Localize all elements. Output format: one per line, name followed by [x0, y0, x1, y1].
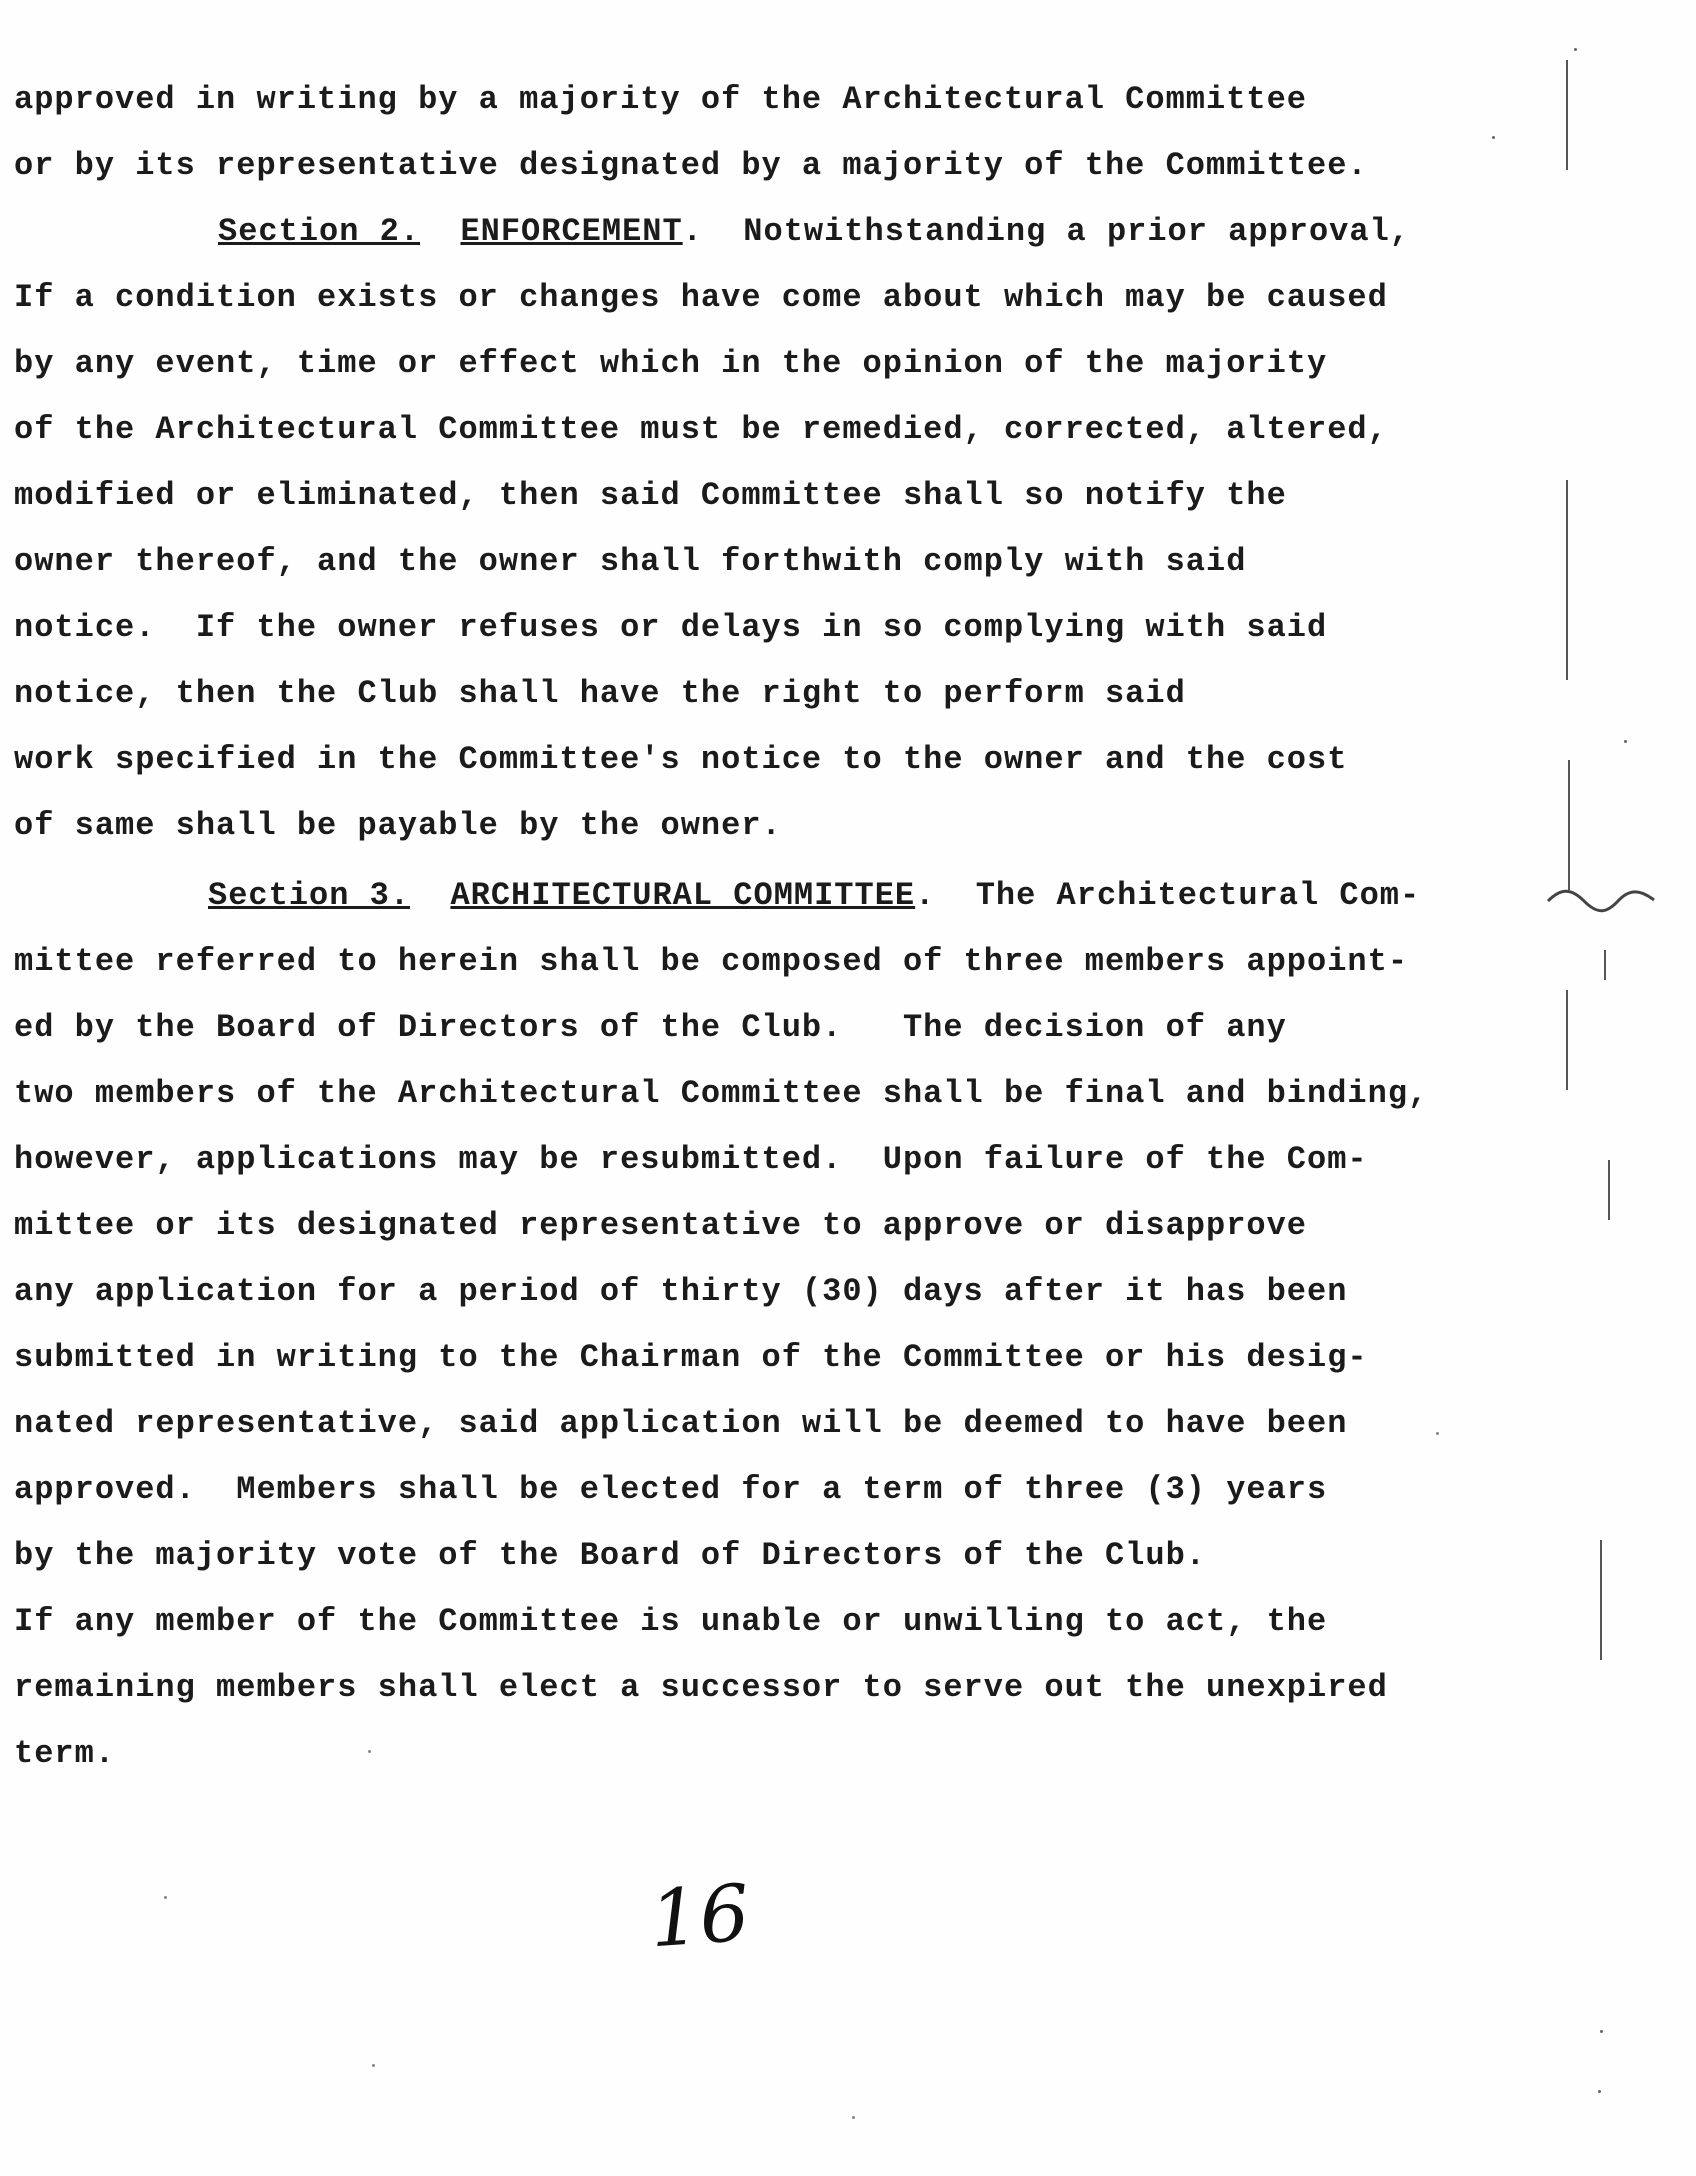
- margin-mark: [1568, 760, 1570, 890]
- text-line-24: term.: [14, 1735, 116, 1772]
- margin-mark: [1608, 1160, 1610, 1220]
- text-line-1: approved in writing by a majority of the Architectural Committee: [14, 81, 1307, 118]
- margin-mark: [1600, 1540, 1602, 1660]
- text-line-6: modified or eliminated, then said Committee shall so notify the: [14, 477, 1287, 514]
- margin-dot: [1492, 136, 1495, 139]
- section-2-label: Section 2.: [218, 213, 421, 250]
- cut-off-top-line: [600, 22, 1226, 44]
- margin-dot: [1624, 740, 1627, 743]
- section-2-text: Notwithstanding a prior approval,: [743, 213, 1410, 250]
- margin-mark: [1604, 950, 1606, 980]
- text-line-10: work specified in the Committee's notice to the owner and the cost: [14, 741, 1348, 778]
- text-line-8: notice. If the owner refuses or delays in so complying with said: [14, 609, 1328, 646]
- text-line-15: however, applications may be resubmitted. Upon failure of the Com-: [14, 1141, 1368, 1178]
- text-line-19: nated representative, said application will be deemed to have been: [14, 1405, 1348, 1442]
- section-2-heading-line: Section 2. ENFORCEMENT. Notwithstanding a prior approval,: [218, 213, 1410, 250]
- margin-squiggle: [1546, 886, 1656, 916]
- text-line-23: remaining members shall elect a successor to serve out the unexpired: [14, 1669, 1388, 1706]
- text-line-13: ed by the Board of Directors of the Club. The decision of any: [14, 1009, 1287, 1046]
- text-line-22: If any member of the Committee is unable or unwilling to act, the: [14, 1603, 1328, 1640]
- text-line-16: mittee or its designated representative to approve or disapprove: [14, 1207, 1307, 1244]
- section-3-label: Section 3.: [208, 877, 411, 914]
- margin-mark: [1566, 990, 1568, 1090]
- margin-mark: [1566, 480, 1568, 680]
- text-line-21: by the majority vote of the Board of Directors of the Club.: [14, 1537, 1206, 1574]
- text-line-11: of same shall be payable by the owner.: [14, 807, 782, 844]
- text-line-18: submitted in writing to the Chairman of the Committee or his desig-: [14, 1339, 1368, 1376]
- text-line-3: If a condition exists or changes have come about which may be caused: [14, 279, 1388, 316]
- text-line-12: mittee referred to herein shall be composed of three members appoint-: [14, 943, 1409, 980]
- margin-dot: [1574, 48, 1577, 51]
- section-3-text: The Architectural Com-: [975, 877, 1421, 914]
- speck: [164, 1896, 167, 1899]
- margin-dot: [1600, 2030, 1603, 2033]
- text-line-20: approved. Members shall be elected for a term of three (3) years: [14, 1471, 1328, 1508]
- section-3-heading-line: Section 3. ARCHITECTURAL COMMITTEE. The Architectural Com-: [208, 877, 1421, 914]
- margin-dot: [1598, 2090, 1601, 2093]
- speck: [368, 1750, 371, 1753]
- text-line-5: of the Architectural Committee must be remedied, corrected, altered,: [14, 411, 1388, 448]
- section-2-title: ENFORCEMENT: [460, 213, 683, 250]
- speck: [1436, 1432, 1439, 1435]
- text-line-2: or by its representative designated by a majority of the Committee.: [14, 147, 1368, 184]
- text-line-9: notice, then the Club shall have the right to perform said: [14, 675, 1186, 712]
- section-3-title: ARCHITECTURAL COMMITTEE: [450, 877, 916, 914]
- handwritten-page-number: 16: [646, 1868, 753, 1966]
- text-line-7: owner thereof, and the owner shall forthwith comply with said: [14, 543, 1247, 580]
- text-line-4: by any event, time or effect which in the opinion of the majority: [14, 345, 1328, 382]
- text-line-17: any application for a period of thirty (30) days after it has been: [14, 1273, 1348, 1310]
- speck: [852, 2116, 855, 2119]
- speck: [372, 2064, 375, 2067]
- text-line-14: two members of the Architectural Committee shall be final and binding,: [14, 1075, 1429, 1112]
- margin-mark: [1566, 60, 1568, 170]
